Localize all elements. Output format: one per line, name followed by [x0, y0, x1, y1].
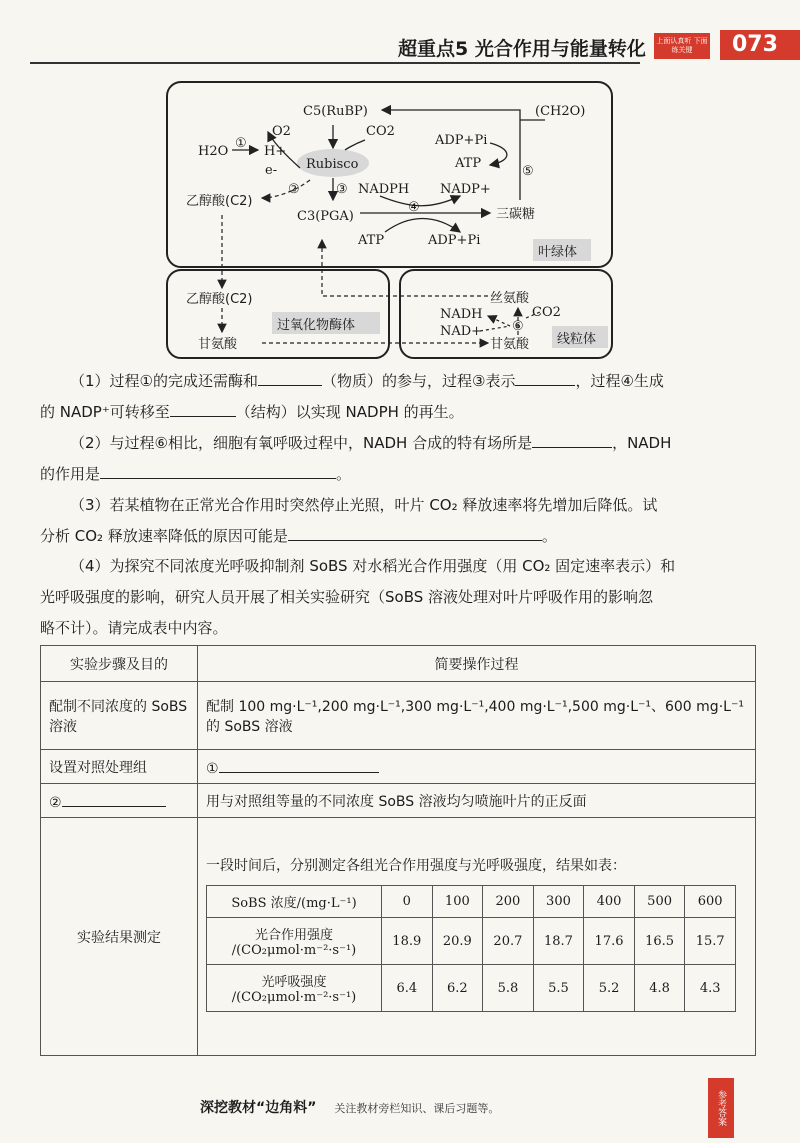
row-step2-label — [41, 784, 198, 818]
q1-blank-1[interactable] — [258, 369, 322, 386]
photo-value: 18.7 — [533, 918, 584, 965]
conc-600: 600 — [685, 886, 736, 918]
conc-200: 200 — [483, 886, 534, 918]
page-header — [0, 0, 800, 62]
o2-label: O2 — [272, 124, 291, 139]
experiment-table — [40, 645, 756, 1056]
photosynthesis-title: 光合作用强度 — [254, 928, 333, 943]
q2-blank-2[interactable] — [100, 462, 336, 479]
nad-label: NAD+ — [440, 324, 483, 339]
nadh-label: NADH — [440, 307, 483, 322]
resp-value: 6.2 — [432, 965, 483, 1012]
step2-marker: ② — [49, 795, 62, 811]
q3-text-c: 。 — [541, 527, 557, 545]
photorespiration-diagram — [0, 60, 800, 360]
photorespiration-unit: /(CO₂μmol·m⁻²·s⁻¹) — [231, 990, 357, 1005]
ch2o-label: (CH2O) — [535, 104, 586, 119]
q1-text-c: ，过程④生成 — [575, 372, 664, 390]
page-footer — [200, 1097, 499, 1117]
conc-300: 300 — [533, 886, 584, 918]
control-marker: ① — [206, 761, 219, 777]
chloroplast-label: 叶绿体 — [538, 245, 578, 260]
resp-value: 5.2 — [584, 965, 635, 1012]
photo-value: 20.7 — [483, 918, 534, 965]
q3-text-a: （3）若某植物在正常光合作用时突然停止光照，叶片 CO₂ 释放速率将先增加后降低。试 — [70, 496, 658, 514]
question-2 — [40, 428, 752, 490]
q3-text-b: 分析 CO₂ 释放速率降低的原因可能是 — [40, 527, 288, 545]
row-result-content — [198, 818, 756, 1056]
c5-label: C5(RuBP) — [303, 104, 368, 119]
question-1 — [40, 366, 752, 428]
conc-500: 500 — [634, 886, 685, 918]
row-control-label: 设置对照处理组 — [41, 750, 198, 784]
nadp-label: NADP+ — [440, 182, 491, 197]
glycine-mito-label: 甘氨酸 — [490, 337, 530, 352]
photo-value: 17.6 — [584, 918, 635, 965]
nadph-label: NADPH — [358, 182, 410, 197]
footer-note: 关注教材旁栏知识、课后习题等。 — [334, 1102, 500, 1115]
row-prepare-content: 配制 100 mg·L⁻¹,200 mg·L⁻¹,300 mg·L⁻¹,400 mg·L⁻¹,500 mg·L⁻¹、600 mg·L⁻¹的 SoBS 溶液 — [198, 682, 756, 750]
resp-value: 5.5 — [533, 965, 584, 1012]
step-5-label: ⑤ — [522, 164, 534, 179]
q1-text-b: （物质）的参与，过程③表示 — [322, 372, 516, 390]
step-1-label: ① — [235, 136, 247, 151]
resp-value: 5.8 — [483, 965, 534, 1012]
q1-blank-3[interactable] — [170, 400, 236, 417]
photo-value: 16.5 — [634, 918, 685, 965]
q3-blank[interactable] — [288, 524, 542, 541]
row-step2-content: 用与对照组等量的不同浓度 SoBS 溶液均匀喷施叶片的正反面 — [198, 784, 756, 818]
c3-label: C3(PGA) — [297, 209, 354, 224]
glycolate-perox-label: 乙醇酸(C2) — [186, 292, 253, 307]
q2-blank-1[interactable] — [532, 431, 612, 448]
question-3 — [40, 490, 752, 552]
q1-text-e: （结构）以实现 NADPH 的再生。 — [235, 403, 464, 421]
answer-side-tag: 参考答案 — [708, 1078, 734, 1138]
step-6-label: ⑥ — [512, 319, 524, 334]
q4-text-c: 略不计）。请完成表中内容。 — [40, 619, 228, 637]
conc-0: 0 — [382, 886, 433, 918]
q2-text-a: （2）与过程⑥相比，细胞有氧呼吸过程中，NADH 合成的特有场所是 — [70, 434, 533, 452]
peroxisome-label: 过氧化物酶体 — [277, 318, 356, 333]
q2-text-d: 。 — [336, 465, 352, 483]
row-result-label: 实验结果测定 — [41, 818, 198, 1056]
q1-text-a: （1）过程①的完成还需酶和 — [70, 372, 258, 390]
section-title: 超重点5 光合作用与能量转化 — [398, 38, 646, 60]
result-intro: 一段时间后，分别测定各组光合作用强度与光呼吸强度，结果如表： — [206, 858, 626, 874]
photo-value: 15.7 — [685, 918, 736, 965]
mitochondrion-label: 线粒体 — [557, 332, 597, 347]
concentration-header: SoBS 浓度/(mg·L⁻¹) — [207, 886, 382, 918]
row-prepare-label: 配制不同浓度的 SoBS 溶液 — [41, 682, 198, 750]
adp-pi-bottom-label: ADP+Pi — [428, 233, 481, 248]
co2-mito-label: CO2 — [532, 305, 561, 320]
conc-400: 400 — [584, 886, 635, 918]
photorespiration-header — [207, 965, 382, 1012]
q2-text-c: 的作用是 — [40, 465, 101, 483]
triose-label: 三碳糖 — [496, 207, 536, 222]
photo-value: 18.9 — [382, 918, 433, 965]
resp-value: 6.4 — [382, 965, 433, 1012]
page-number: 073 — [720, 30, 800, 60]
table-header-operations: 简要操作过程 — [198, 646, 756, 682]
q4-text-b: 光呼吸强度的影响，研究人员开展了相关实验研究（SoBS 溶液处理对叶片呼吸作用的影响忽 — [40, 588, 654, 606]
question-4 — [40, 551, 752, 644]
q1-blank-2[interactable] — [515, 369, 575, 386]
photorespiration-title: 光呼吸强度 — [261, 975, 327, 990]
hplus-label: H+ — [264, 144, 287, 159]
photo-value: 20.9 — [432, 918, 483, 965]
step2-blank[interactable] — [62, 790, 166, 807]
conc-100: 100 — [432, 886, 483, 918]
glycolate-chloro-label: 乙醇酸(C2) — [186, 194, 253, 209]
resp-value: 4.3 — [685, 965, 736, 1012]
table-header-steps: 实验步骤及目的 — [41, 646, 198, 682]
control-blank[interactable] — [219, 756, 379, 773]
q4-text-a: （4）为探究不同浓度光呼吸抑制剂 SoBS 对水稻光合作用强度（用 CO₂ 固定速率表示）和 — [70, 557, 676, 575]
q1-text-d: 的 NADP⁺可转移至 — [40, 403, 170, 421]
photosynthesis-header — [207, 918, 382, 965]
q2-text-b: ，NADH — [612, 434, 672, 452]
resp-value: 4.8 — [634, 965, 685, 1012]
adp-pi-top-label: ADP+Pi — [435, 133, 488, 148]
footer-title: 深挖教材“边角料” — [200, 1100, 317, 1116]
h2o-label: H2O — [198, 144, 229, 159]
step-3-label: ③ — [336, 182, 348, 197]
step-4-label: ④ — [408, 200, 420, 215]
atp-bottom-label: ATP — [358, 233, 385, 248]
glycine-perox-label: 甘氨酸 — [198, 337, 238, 352]
photosynthesis-unit: /(CO₂μmol·m⁻²·s⁻¹) — [231, 943, 357, 958]
header-badge: 上面认真听 下面练关键 — [654, 33, 710, 59]
rubisco-label: Rubisco — [306, 157, 359, 172]
eminus-label: e- — [265, 163, 278, 178]
serine-label: 丝氨酸 — [490, 291, 530, 306]
co2-label-top: CO2 — [366, 124, 395, 139]
step-2-label: ② — [288, 182, 300, 197]
row-control-content — [198, 750, 756, 784]
atp-top-label: ATP — [455, 156, 482, 171]
results-table — [206, 885, 736, 1012]
